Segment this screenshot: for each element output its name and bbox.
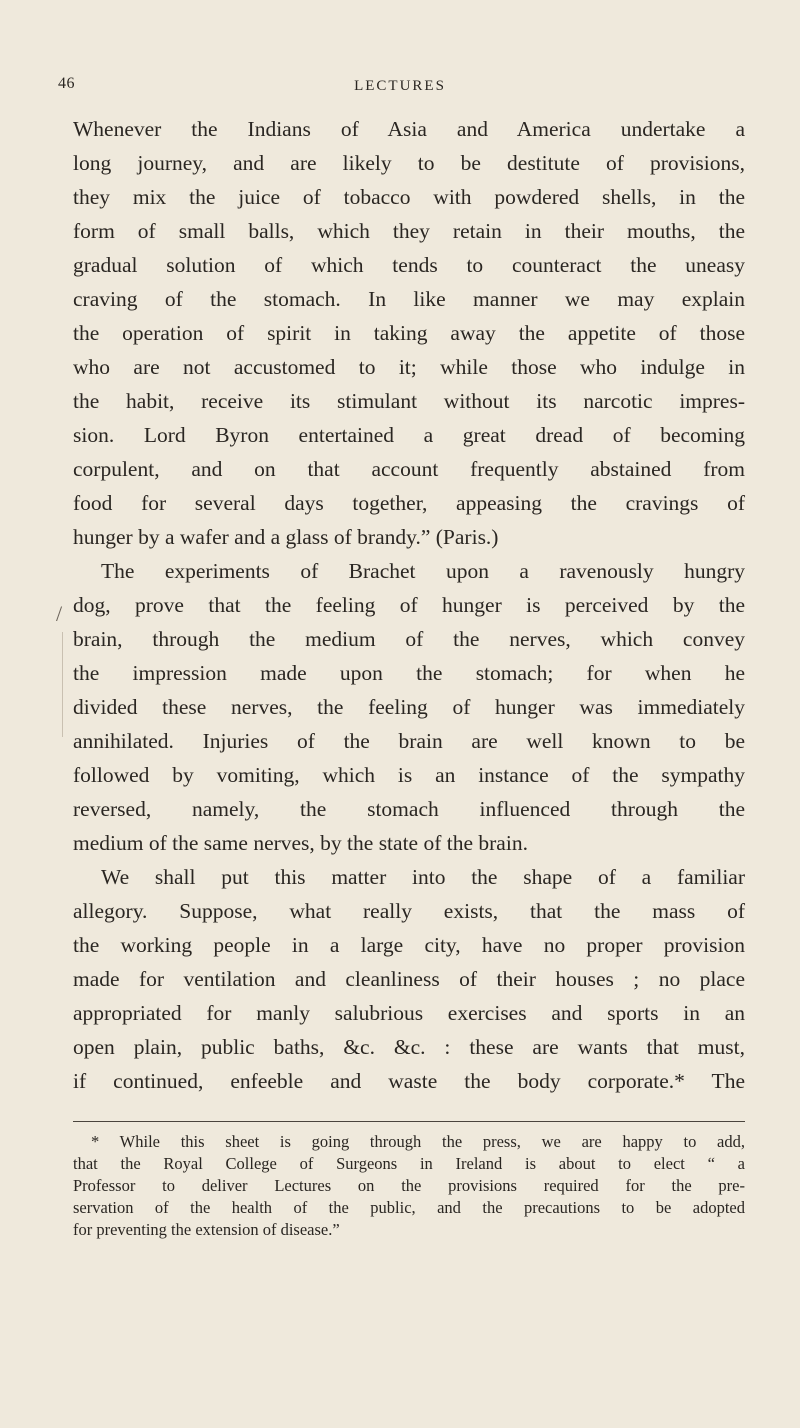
- footnote-line: for preventing the extension of disease.”: [73, 1220, 340, 1239]
- body-text: [73, 112, 745, 1098]
- footnote-line: that the Royal College of Surgeons in Ireland is about to elect “ a: [73, 1154, 745, 1173]
- body-line: craving of the stomach. In like manner we may explain: [73, 287, 745, 311]
- footnote-line: * While this sheet is going through the press, we are happy to add,: [91, 1132, 745, 1151]
- body-line: form of small balls, which they retain in their mouths, the: [73, 219, 745, 243]
- body-line: brain, through the medium of the nerves, which convey: [73, 627, 745, 651]
- body-line: We shall put this matter into the shape of a familiar: [101, 865, 745, 889]
- running-head: LECTURES: [354, 78, 446, 94]
- body-line: divided these nerves, the feeling of hunger was immediately: [73, 695, 745, 719]
- body-line: who are not accustomed to it; while those who indulge in: [73, 355, 745, 379]
- footnote-line: Professor to deliver Lectures on the provisions required for the pre-: [73, 1176, 745, 1195]
- body-line: corpulent, and on that account frequently abstained from: [73, 457, 745, 481]
- body-line: hunger by a wafer and a glass of brandy.” (Paris.): [73, 525, 499, 549]
- body-line: Whenever the Indians of Asia and America undertake a: [73, 117, 745, 141]
- page-number: 46: [58, 75, 75, 92]
- margin-pencil-mark: /: [56, 601, 63, 626]
- footnote: [73, 1131, 745, 1241]
- body-line: the working people in a large city, have no proper provision: [73, 933, 745, 957]
- body-line: long journey, and are likely to be destitute of provisions,: [73, 151, 745, 175]
- body-line: if continued, enfeeble and waste the body corporate.* The: [73, 1069, 745, 1093]
- body-line: open plain, public baths, &c. &c. : these are wants that must,: [73, 1035, 745, 1059]
- footnote-rule: [73, 1121, 745, 1122]
- body-line: food for several days together, appeasing the cravings of: [73, 491, 745, 515]
- body-line: followed by vomiting, which is an instance of the sympathy: [73, 763, 745, 787]
- body-line: medium of the same nerves, by the state of the brain.: [73, 831, 528, 855]
- body-line: allegory. Suppose, what really exists, that the mass of: [73, 899, 745, 923]
- body-line: sion. Lord Byron entertained a great dread of becoming: [73, 423, 745, 447]
- body-line: The experiments of Brachet upon a ravenously hungry: [101, 559, 745, 583]
- body-line: reversed, namely, the stomach influenced through the: [73, 797, 745, 821]
- body-line: the impression made upon the stomach; for when he: [73, 661, 745, 685]
- footnote-line: servation of the health of the public, and the precautions to be adopted: [73, 1198, 745, 1217]
- body-line: gradual solution of which tends to counteract the uneasy: [73, 253, 745, 277]
- body-line: made for ventilation and cleanliness of their houses ; no place: [73, 967, 745, 991]
- body-line: the habit, receive its stimulant without its narcotic impres-: [73, 389, 745, 413]
- body-line: dog, prove that the feeling of hunger is perceived by the: [73, 593, 745, 617]
- body-line: the operation of spirit in taking away the appetite of those: [73, 321, 745, 345]
- body-line: annihilated. Injuries of the brain are well known to be: [73, 729, 745, 753]
- body-line: appropriated for manly salubrious exercises and sports in an: [73, 1001, 745, 1025]
- body-line: they mix the juice of tobacco with powdered shells, in the: [73, 185, 745, 209]
- margin-pencil-line: [62, 632, 63, 737]
